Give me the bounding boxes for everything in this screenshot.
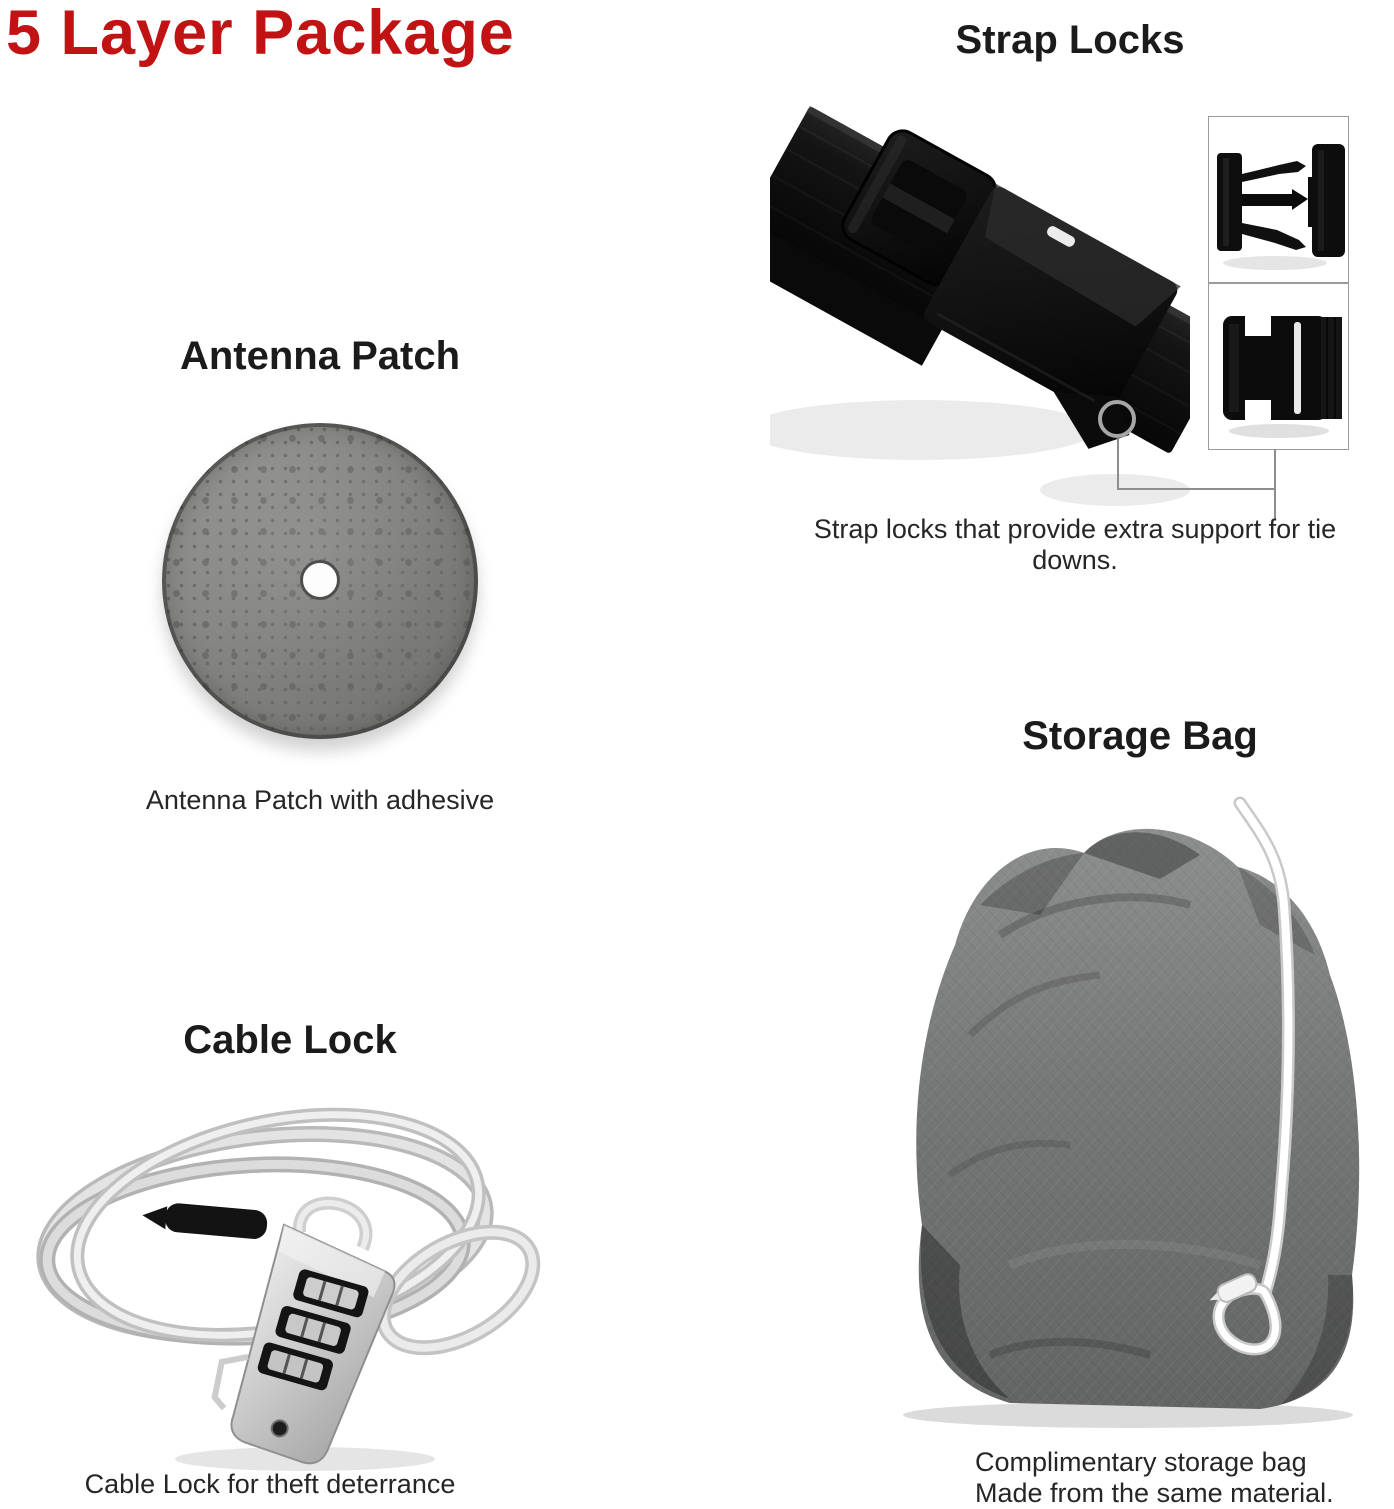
cable-lock-photo	[10, 1085, 570, 1475]
storage-bag-graphic	[860, 795, 1394, 1430]
strap-shadow-2	[1040, 474, 1190, 506]
page-title: 5 Layer Package	[6, 0, 515, 68]
antenna-patch-caption: Antenna Patch with adhesive	[145, 785, 495, 815]
inset-buckle-open	[1208, 116, 1349, 283]
storage-bag-caption-line1: Complimentary storage bag	[975, 1447, 1307, 1477]
strap-shadow	[770, 400, 1095, 460]
storage-bag-photo	[860, 795, 1394, 1430]
luggage-strap-graphic	[770, 95, 1190, 535]
callout-line-from-inset	[1274, 450, 1276, 519]
callout-line-from-ring	[1117, 437, 1119, 490]
storage-bag-caption-line2: Made from the same material.	[975, 1478, 1334, 1508]
cable-sleeve	[141, 1200, 268, 1240]
buckle-closed-graphic	[1209, 284, 1348, 449]
cable-lock-caption: Cable Lock for theft deterrance	[84, 1469, 456, 1499]
storage-bag-heading: Storage Bag	[1022, 714, 1258, 758]
antenna-patch-center-hole	[300, 560, 340, 600]
strap-locks-photo	[770, 95, 1190, 535]
strap-locks-caption: Strap locks that provide extra support for tie downs.	[813, 514, 1337, 575]
buckle-open-graphic	[1209, 117, 1348, 282]
cable-lock-graphic	[10, 1085, 570, 1475]
inset-buckle-closed	[1208, 283, 1349, 450]
strap-locks-heading: Strap Locks	[955, 18, 1185, 62]
callout-line-horizontal	[1117, 488, 1276, 490]
cable-lock-heading: Cable Lock	[183, 1018, 397, 1062]
antenna-patch-heading: Antenna Patch	[179, 334, 461, 378]
